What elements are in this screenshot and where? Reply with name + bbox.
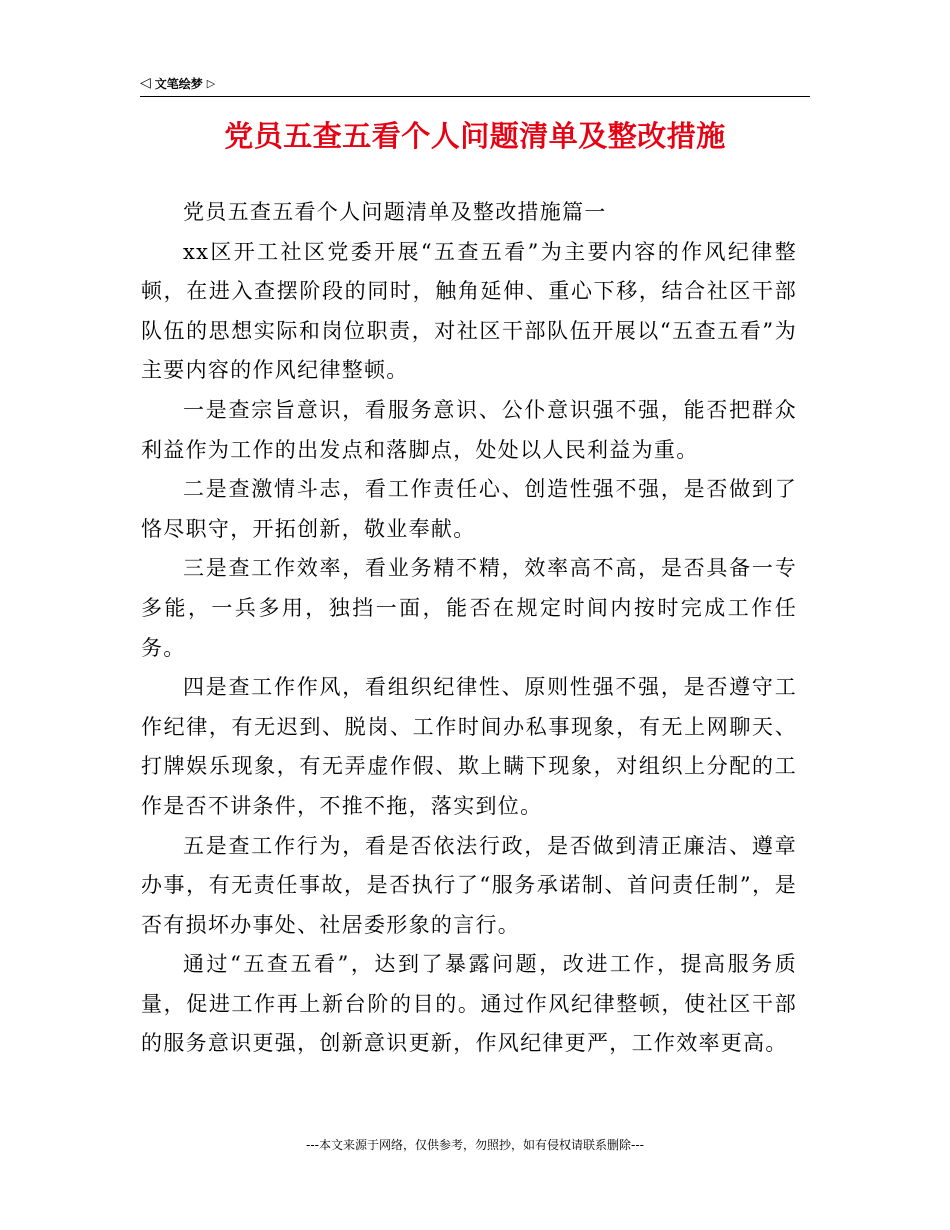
paragraph-item-2: 二是查激情斗志，看工作责任心、创造性强不强，是否做到了恪尽职守，开拓创新，敬业奉献。 <box>141 477 797 541</box>
paragraph-item-3: 三是查工作效率，看业务精不精，效率高不高，是否具备一专多能，一兵多用，独挡一面，能否在规定时间内按时完成工作任务。 <box>141 556 797 660</box>
paragraph-item-5: 五是查工作行为，看是否依法行政，是否做到清正廉洁、遵章办事，有无责任事故，是否执行了“服务承诺制、首问责任制”，是否有损坏办事处、社居委形象的言行。 <box>141 833 797 937</box>
document-title: 党员五查五看个人问题清单及整改措施 <box>224 119 726 153</box>
page-footer: ---本文来源于网络，仅供参考，勿照抄，如有侵权请联系删除--- <box>306 1138 644 1152</box>
paragraph-item-4: 四是查工作作风，看组织纪律性、原则性强不强，是否遵守工作纪律，有无迟到、脱岗、工作时间办私事现象，有无上网聊天、打牌娱乐现象，有无弄虚作假、欺上瞒下现象，对组织上分配的工作是否不讲条件，不推不拖，落实到位。 <box>141 675 797 818</box>
page-header <box>140 70 810 97</box>
triangle-right-icon: ▷ <box>206 76 216 90</box>
paragraph-item-1: 一是查宗旨意识，看服务意识、公仆意识强不强，能否把群众利益作为工作的出发点和落脚点，处处以人民利益为重。 <box>141 397 797 462</box>
header-brand: 文笔绘梦 <box>154 76 203 91</box>
paragraph-subtitle: 党员五查五看个人问题清单及整改措施篇一 <box>183 200 607 224</box>
document-body <box>141 193 797 1064</box>
paragraph-conclusion: 通过“五查五看”，达到了暴露问题，改进工作，提高服务质量，促进工作再上新台阶的目的。通过作风纪律整顿，使社区干部的服务意识更强，创新意识更新，作风纪律更严，工作效率更高。 <box>141 952 797 1056</box>
paragraph-intro: xx区开工社区党委开展“五查五看”为主要内容的作风纪律整顿，在进入查摆阶段的同时，触角延伸、重心下移，结合社区干部队伍的思想实际和岗位职责，对社区干部队伍开展以“五查五看”为主要内容的作风纪律整顿。 <box>141 239 797 383</box>
triangle-left-icon: ◁ <box>140 75 151 91</box>
